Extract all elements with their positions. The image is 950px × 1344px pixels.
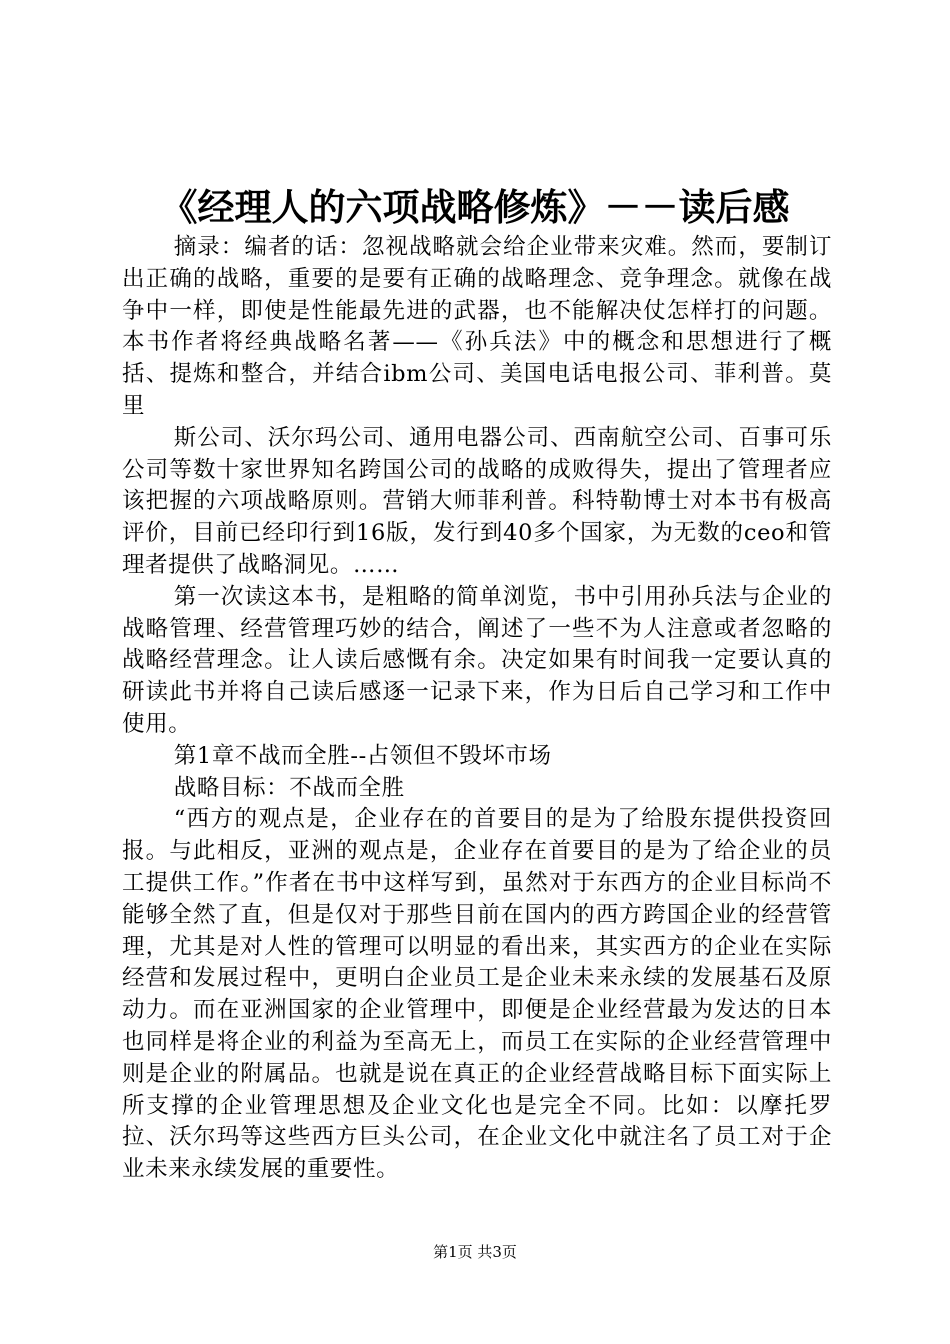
strategy-goal-heading: 战略目标：不战而全胜 (173, 774, 405, 801)
paragraph-east-west-views: “西方的观点是，企业存在的首要目的是为了给股东提供投资回报。与此相反，亚洲的观点是，企业存在首要目的是为了给企业的员工提供工作。”作者在书中这样写到，虽然对于东西方的企业目标尚不能够全然了直，但是仅对于那些目前在国内的西方跨国企业的经营管理，尤其是对人性的管理可以明显的看出来，其实西方的企业在实际经营和发展过程中，更明白企业员工是企业未来永续的发展基石及原动力。而在亚洲国家的企业管理中，即便是企业经营最为发达的日本也同样是将企业的利益为至高无上，而员工在实际的企业经营管理中则是企业的附属品。也就是说在真正的企业经营战略目标下面实际上所支撑的企业管理思想及企业文化也是完全不同。比如：以摩托罗拉、沃尔玛等这些西方巨头公司，在企业文化中就注名了员工对于企业未来永续发展的重要性。 (122, 806, 832, 1183)
chapter-heading: 第1章不战而全胜--占领但不毁坏市场 (173, 742, 552, 769)
document-body (122, 232, 832, 1186)
paragraph-excerpt-continued: 斯公司、沃尔玛公司、通用电器公司、西南航空公司、百事可乐公司等数十家世界知名跨国公司的战略的成败得失，提出了管理者应该把握的六项战略原则。营销大师菲利普。科特勒博士对本书有极高评价，目前已经印行到16版，发行到40多个国家，为无数的ceo和管理者提供了战略洞见。…… (122, 424, 832, 578)
paragraph-excerpt: 摘录：编者的话：忽视战略就会给企业带来灾难。然而，要制订出正确的战略，重要的是要有正确的战略理念、竞争理念。就像在战争中一样，即使是性能最先进的武器，也不能解决仗怎样打的问题。本书作者将经典战略名著——《孙兵法》中的概念和思想进行了概括、提炼和整合，并结合ibm公司、美国电话电报公司、菲利普。莫里 (122, 234, 832, 419)
document-title: 《经理人的六项战略修炼》－－读后感 (160, 186, 790, 229)
paragraph-first-reading: 第一次读这本书，是粗略的简单浏览，书中引用孙兵法与企业的战略管理、经营管理巧妙的结合，阐述了一些不为人注意或者忽略的战略经营理念。让人读后感慨有余。决定如果有时间我一定要认真的研读此书并将自己读后感逐一记录下来，作为日后自己学习和工作中使用。 (122, 583, 832, 737)
page-number-footer: 第1页 共3页 (433, 1243, 517, 1261)
